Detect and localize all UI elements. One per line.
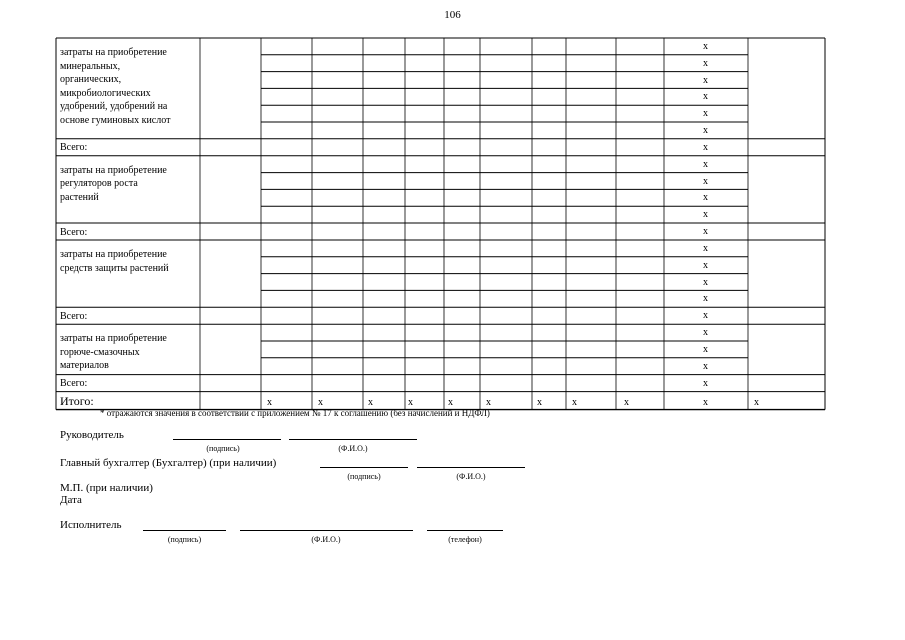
mark-cell: х (703, 74, 708, 86)
grand-total-mark-cell: х (624, 396, 629, 408)
head-signature-line[interactable] (173, 439, 281, 440)
stamp-label: М.П. (при наличии) (60, 482, 153, 494)
group-label-line: регуляторов роста (60, 178, 138, 190)
executor-phone-line[interactable] (427, 530, 503, 531)
group-label-line: средств защиты растений (60, 262, 169, 274)
grand-total-mark-cell: х (267, 396, 272, 408)
grand-total-mark-cell: х (703, 396, 708, 408)
group-total-label: Всего: (60, 310, 88, 322)
chief-accountant-label: Главный бухгалтер (Бухгалтер) (при наличии) (60, 457, 277, 469)
group-total-label: Всего: (60, 378, 88, 390)
group-label-line: органических, (60, 74, 122, 85)
grand-total-mark-cell: х (368, 396, 373, 408)
grand-total-label: Итого: (60, 393, 94, 408)
group-label-line: минеральных, (60, 60, 121, 72)
grand-total-mark-cell: х (448, 396, 453, 408)
executor-label: Исполнитель (60, 519, 122, 531)
mark-cell: х (703, 360, 708, 372)
mark-cell: х (703, 57, 708, 69)
mark-cell: х (703, 125, 708, 136)
date-label: Дата (60, 494, 82, 506)
page-number: 106 (444, 9, 461, 21)
group-label-line: материалов (60, 360, 109, 372)
mark-cell: х (703, 91, 708, 103)
grand-total-mark-cell: х (572, 396, 577, 408)
head-name-line[interactable] (289, 439, 417, 440)
mark-cell: х (703, 158, 708, 170)
mark-cell: х (703, 259, 708, 271)
group-label-line: растений (60, 191, 99, 203)
mark-cell: х (703, 141, 708, 153)
head-label: Руководитель (60, 429, 124, 441)
group-total-label: Всего: (60, 226, 88, 238)
mark-cell: х (703, 243, 708, 254)
mark-cell: х (703, 310, 708, 322)
grand-total-mark-cell: х (537, 396, 542, 408)
executor-name-caption: (Ф.И.О.) (311, 535, 341, 544)
footnote: * отражаются значения в соответствии с приложением № 17 к соглашению (без начислений и НДФЛ) (100, 408, 490, 418)
group-label-line: горюче-смазочных (60, 346, 140, 358)
mark-cell: х (703, 175, 708, 187)
mark-cell: х (703, 209, 708, 221)
chief-accountant-signature-line[interactable] (320, 467, 408, 468)
grand-total-mark-cell: х (486, 396, 491, 408)
mark-cell: х (703, 344, 708, 355)
mark-cell: х (703, 327, 708, 339)
group-label-line: основе гуминовых кислот (60, 114, 171, 126)
group-label-line: затраты на приобретение (60, 249, 167, 260)
executor-phone-caption: (телефон) (448, 535, 482, 544)
group-label-line: микробиологических (60, 87, 151, 99)
chief-accountant-name-line[interactable] (417, 467, 525, 468)
grand-total-mark-cell: х (318, 396, 323, 408)
executor-name-line[interactable] (240, 530, 413, 531)
group-label-line: удобрений, удобрений на (60, 101, 168, 112)
executor-signature-line[interactable] (143, 530, 226, 531)
group-label-line: затраты на приобретение (60, 333, 167, 345)
chief-accountant-name-caption: (Ф.И.О.) (456, 472, 486, 481)
grand-total-mark-cell: х (754, 396, 759, 408)
group-label-line: затраты на приобретение (60, 47, 167, 58)
mark-cell: х (703, 276, 708, 288)
executor-signature-caption: (подпись) (167, 535, 202, 544)
mark-cell: х (703, 226, 708, 237)
group-label-line: затраты на приобретение (60, 164, 167, 176)
head-signature-caption: (подпись) (206, 444, 240, 453)
grand-total-mark-cell: х (408, 396, 413, 408)
mark-cell: х (703, 192, 708, 204)
mark-cell: х (703, 377, 708, 389)
mark-cell: х (703, 108, 708, 120)
mark-cell: х (703, 41, 708, 52)
mark-cell: х (703, 293, 708, 305)
group-total-label: Всего: (60, 142, 88, 154)
chief-accountant-signature-caption: (подпись) (347, 472, 381, 481)
head-name-caption: (Ф.И.О.) (338, 444, 368, 453)
